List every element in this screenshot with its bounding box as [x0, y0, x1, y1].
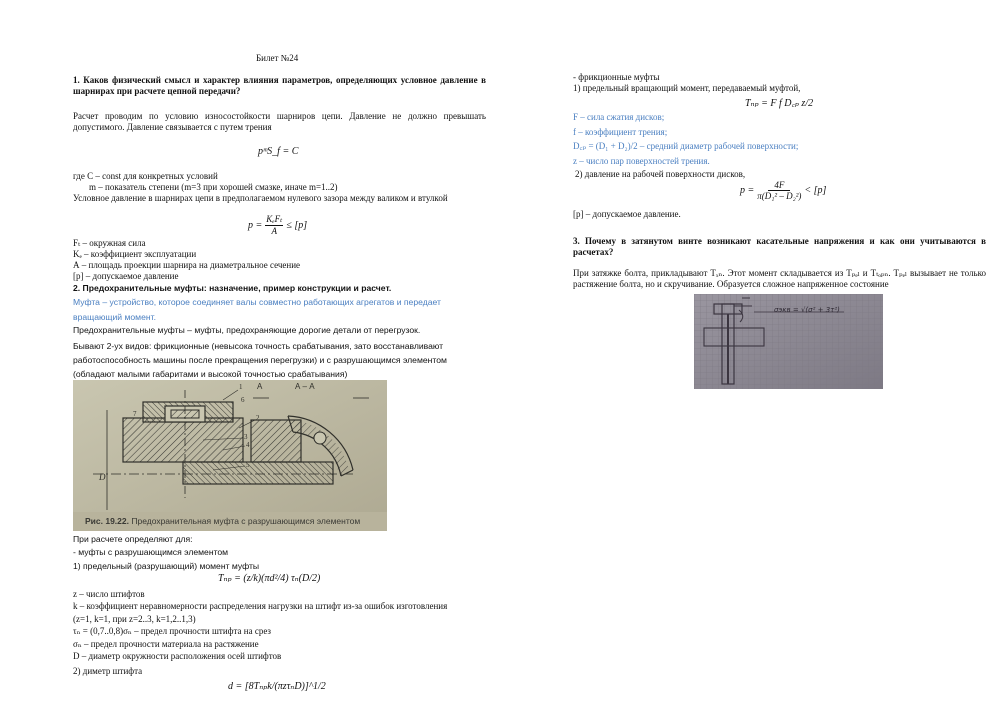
calc-item-1: 1) предельный (разрушающий) момент муфты	[73, 561, 260, 571]
m-definition: m – показатель степени (m=3 при хорошей смазке, иначе m=1..2)	[89, 182, 338, 192]
formula-pressure-rhs: ≤ [p]	[286, 219, 308, 231]
formula-disc-pressure	[740, 180, 826, 201]
q2-definitions	[73, 588, 483, 662]
figure-num-7: 7	[133, 410, 137, 418]
def-friction-coef: f – коэффициент трения;	[573, 126, 668, 137]
def-z: z – число штифтов	[73, 589, 145, 599]
q3-heading: 3. Почему в затянутом винте возникают касательные напряжения и как они учитываются в расчетах?	[573, 236, 986, 257]
def-friction-pairs: z – число пар поверхностей трения.	[573, 155, 710, 166]
bolt-sketch-photo	[694, 294, 883, 389]
figure-num-6: 6	[241, 396, 245, 404]
coupling-drawing	[73, 380, 387, 531]
coupling-figure	[73, 380, 387, 531]
formula-pressure-fraction	[265, 214, 283, 236]
figure-caption-number: Рис. 19.22.	[85, 516, 129, 526]
q2-paragraph-2: Бывают 2-ух видов: фрикционные (невысока точность срабатывания, зато восстанавливают работоспособность машины после прекращения перегрузки) и с разрушающимся элементом (обладают малыми габаритами и высокой точностью срабатывания)	[73, 341, 447, 379]
figure-caption	[85, 516, 360, 526]
figure-label-d: D	[99, 472, 106, 482]
q1-paragraph-2: Условное давление в шарнирах цепи в предполагаемом нулевого зазора между валиком и втулкой	[73, 193, 448, 203]
formula-disc-rhs: < [p]	[804, 185, 827, 196]
formula-pressure-num: KₑFₜ	[266, 214, 283, 224]
figure-num-3: 3	[244, 433, 248, 441]
calc-intro: При расчете определяют для:	[73, 534, 193, 544]
def-area: А – площадь проекции шарнира на диаметральное сечение	[73, 260, 301, 270]
figure-caption-text: Предохранительная муфта с разрушающимся элементом	[131, 516, 361, 526]
allowed-pressure-def: [p] – допускаемое давление.	[573, 209, 681, 219]
formula-limit-torque: Tₙₚ = (z/k)(πd²/4) τₙ(D/2)	[218, 573, 321, 584]
q1-paragraph-1: Расчет проводим по условию износостойкости шарниров цепи. Давление не должно превышать допустимого. Давление связывается с путем трения	[73, 111, 486, 132]
formula-disc-fraction	[757, 180, 801, 201]
figure-num-1: 1	[239, 383, 243, 391]
figure-label-a: А	[257, 382, 263, 391]
formula-disc-lhs: p =	[740, 185, 755, 196]
q2-paragraph-1: Предохранительные муфты – муфты, предохраняющие дорогие детали от перегрузок.	[73, 325, 421, 335]
def-tau: τₙ = (0,7..0,8)σₙ – предел прочности штифта на срез	[73, 626, 271, 637]
def-allowed-pressure: [p] – допускаемое давление	[73, 271, 179, 281]
def-ke: Kₑ – коэффициент эксплуатации	[73, 249, 197, 259]
friction-item-2: 2) давление на рабочей поверхности дисков,	[575, 169, 746, 179]
formula-pressure-den: A	[271, 226, 278, 236]
q2-coupling-definition: Муфта – устройство, которое соединяет валы совместно работающих агрегатов и передает вращающий момент.	[73, 297, 441, 322]
calc-type: - муфты с разрушающимся элементом	[73, 547, 229, 557]
q3-paragraph: При затяжке болта, прикладывают Tₓₙ. Этот момент складывается из Tₚₑₗ и Tₜₒₚₙ. Tₚₑₗ вызывает не только растяжение болта, но и скручивание. Образуется сложное напряженное состояние	[573, 268, 986, 289]
def-sigma: σₙ – предел прочности материала на растяжение	[73, 638, 259, 649]
def-ft: Fₜ – окружная сила	[73, 238, 146, 248]
formula-disc-num: 4F	[768, 180, 790, 191]
def-mean-diameter: D꜀ₚ = (D₁ + D₂)/2 – средний диаметр рабочей поверхности;	[573, 141, 799, 151]
figure-num-2: 2	[256, 414, 260, 422]
friction-definitions	[573, 110, 798, 168]
def-diameter: D – диаметр окружности расположения осей штифтов	[73, 651, 282, 662]
sketch-formula: σэкв = √(σ² + 3τ²)	[774, 306, 840, 314]
friction-item-1: 1) предельный вращающий момент, передаваемый муфтой,	[573, 83, 801, 93]
formula-wear: pᵐS_f = C	[258, 146, 299, 157]
formula-pin-diameter: d = [8Tₙₚk/(πzτₙD)]^1/2	[228, 681, 326, 692]
ticket-title: Билет №24	[256, 53, 299, 63]
formula-pressure	[248, 214, 307, 236]
calc-item-2: 2) диметр штифта	[73, 666, 143, 676]
q1-heading: 1. Каков физический смысл и характер влияния параметров, определяющих условное давление в шарнирах при расчете цепной передачи?	[73, 75, 486, 96]
c-definition: где С – const для конкретных условий	[73, 171, 218, 181]
def-k: k – коэффициент неравномерности распределения нагрузки на штифт из-за ошибок изготовления	[73, 601, 448, 612]
formula-pressure-lhs: p =	[248, 219, 263, 231]
friction-title: - фрикционные муфты	[573, 72, 660, 82]
figure-num-4: 4	[246, 441, 250, 449]
q2-heading: 2. Предохранительные муфты: назначение, пример конструкции и расчет.	[73, 283, 392, 293]
figure-num-5: 5	[246, 461, 250, 469]
formula-friction-torque: Tₙₚ = F f D꜀ₚ z/2	[745, 98, 814, 109]
q1-definitions	[73, 238, 300, 282]
def-zk-values: (z=1, k=1, при z=2..3, k=1,2..1,3)	[73, 613, 196, 624]
def-force: F – сила сжатия дисков;	[573, 112, 665, 122]
formula-disc-den: π(D₁² – D₂²)	[757, 191, 802, 201]
figure-label-aa: А – А	[295, 382, 315, 391]
